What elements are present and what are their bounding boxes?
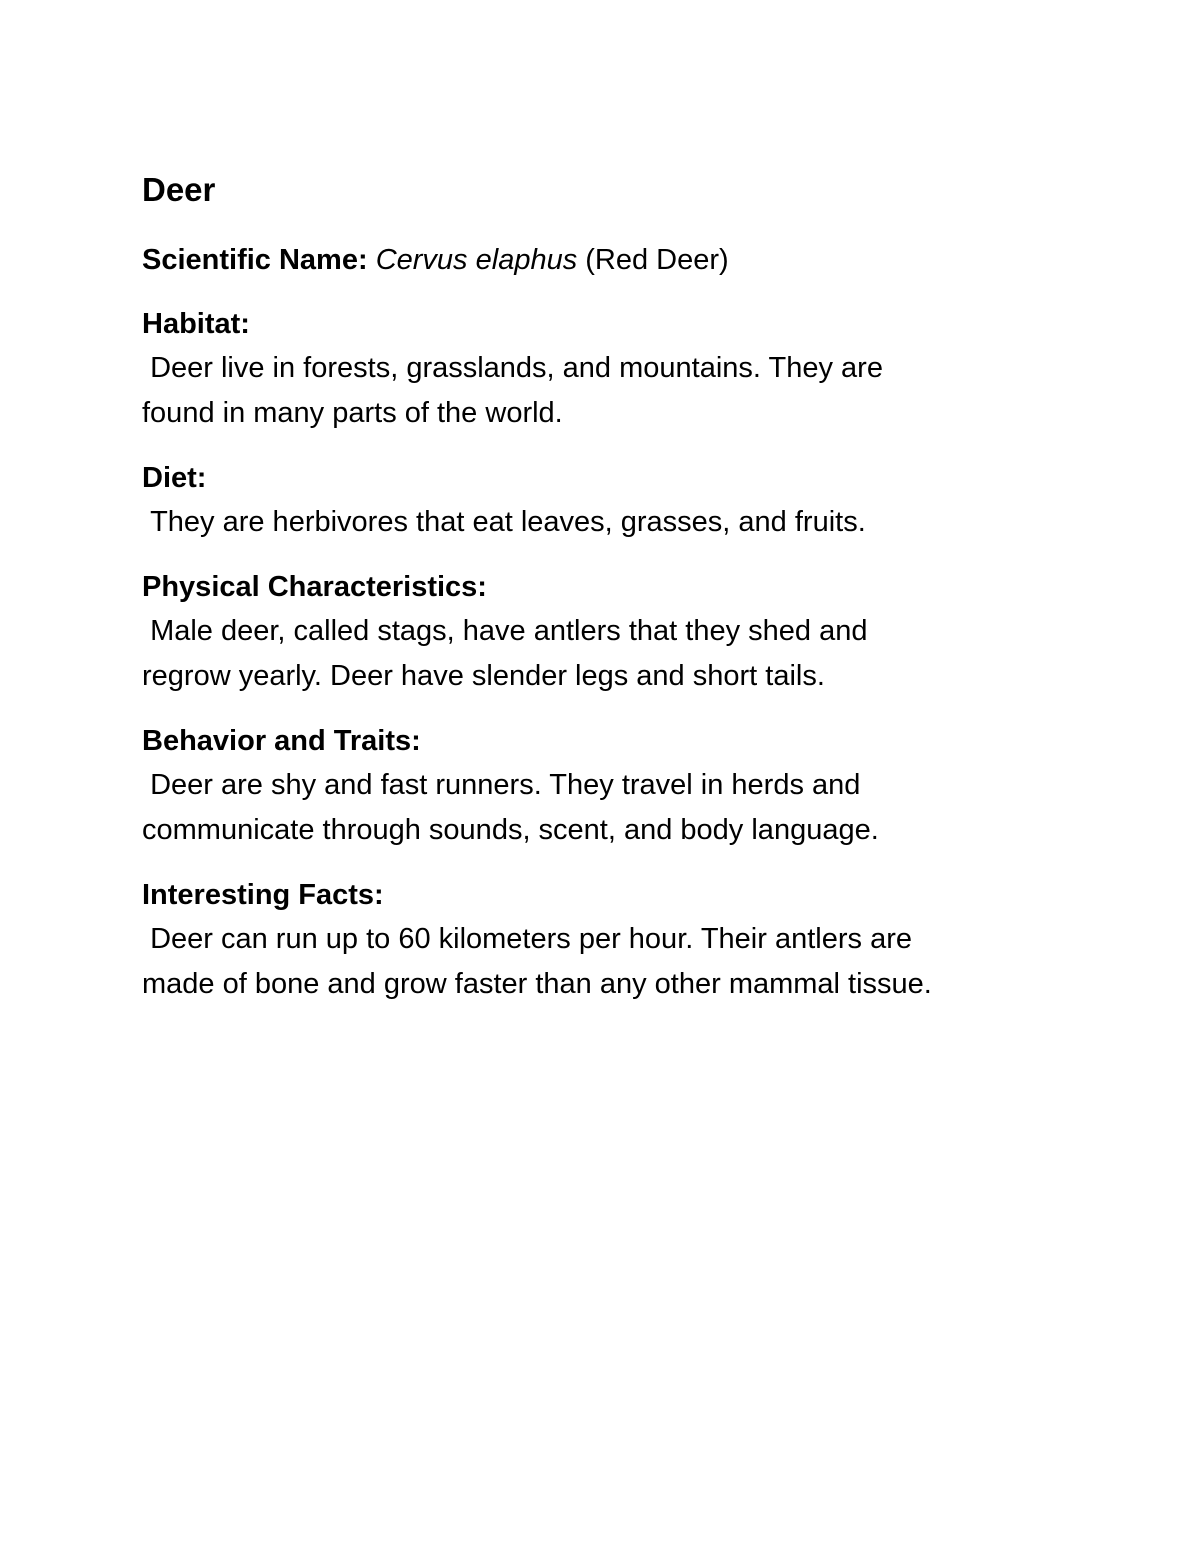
document-page (142, 166, 1082, 1027)
section-text: Deer can run up to 60 kilometers per hour. Their antlers are made of bone and grow faster than any other mammal tissue. (142, 923, 932, 1000)
section-behavior-and-traits (142, 719, 1082, 853)
section-physical-characteristics (142, 565, 1082, 699)
section-text: Deer are shy and fast runners. They travel in herds and communicate through sounds, scent, and body language. (142, 769, 879, 846)
section-text: They are herbivores that eat leaves, grasses, and fruits. (142, 506, 866, 538)
scientific-name-line (142, 237, 1082, 283)
section-text: Male deer, called stags, have antlers that they shed and regrow yearly. Deer have slender legs and short tails. (142, 615, 868, 692)
section-heading: Behavior and Traits: (142, 725, 421, 757)
scientific-name-latin: Cervus elaphus (375, 244, 578, 276)
section-diet (142, 456, 1082, 545)
section-heading: Interesting Facts: (142, 879, 384, 911)
section-heading: Habitat: (142, 308, 250, 340)
section-heading: Physical Characteristics: (142, 571, 487, 603)
section-heading: Diet: (142, 462, 207, 494)
scientific-name-common: (Red Deer) (585, 244, 729, 276)
section-interesting-facts (142, 873, 1082, 1007)
document-title: Deer (142, 171, 216, 208)
section-text: Deer live in forests, grasslands, and mountains. They are found in many parts of the world. (142, 352, 883, 429)
section-habitat (142, 302, 1082, 436)
scientific-name-label: Scientific Name: (142, 244, 368, 276)
